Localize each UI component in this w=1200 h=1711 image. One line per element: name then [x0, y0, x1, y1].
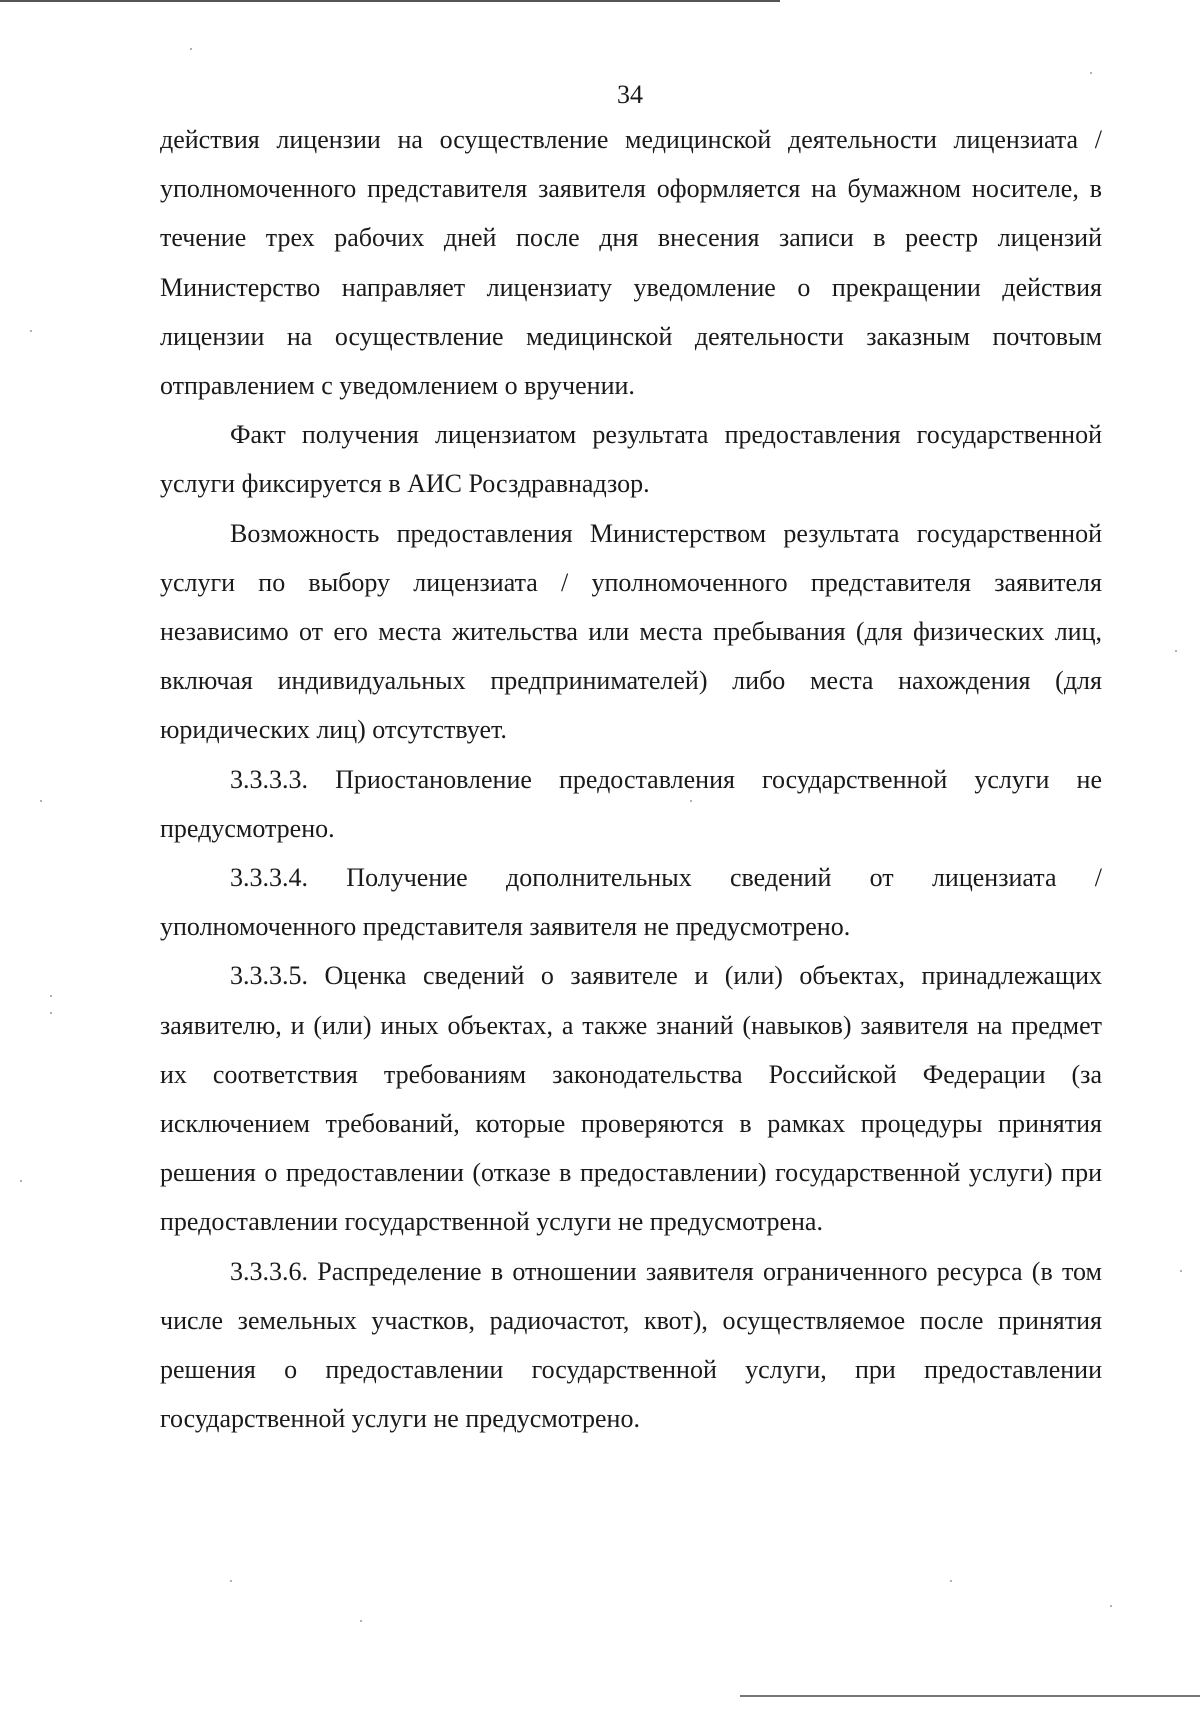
paragraph-continuation: действия лицензии на осуществление медицинской деятельности лицензиата / уполномоченного представителя заявителя оформляется на бумажном носителе, в течение трех рабочих дней после дня внесения записи в реестр лицензий Министерство направляет лицензиату уведомление о прекращении действия лицензии на осуществление медицинской деятельности заказным почтовым отправлением с уведомлением о вручении. [160, 125, 1102, 401]
paragraph-receipt-fact: Факт получения лицензиатом результата предоставления государственной услуги фиксируется в АИС Росздравнадзор. [160, 420, 1102, 499]
paragraph-3-3-3-4: 3.3.3.4. Получение дополнительных сведений от лицензиата / уполномоченного представителя заявителя не предусмотрено. [160, 863, 1102, 942]
scan-bottom-edge [740, 1695, 1200, 1697]
paragraph-3-3-3-6: 3.3.3.6. Распределение в отношении заявителя ограниченного ресурса (в том числе земельных участков, радиочастот, квот), осуществляемое после принятия решения о предоставлении государственной услуги, при предоставлении государственной услуги не предусмотрено. [160, 1256, 1102, 1434]
paragraph-3-3-3-3: 3.3.3.3. Приостановление предоставления государственной услуги не предусмотрено. [160, 764, 1102, 843]
document-body [160, 115, 1102, 1443]
paragraph-extraterritorial: Возможность предоставления Министерством результата государственной услуги по выбору лицензиата / уполномоченного представителя заявителя независимо от его места жительства или места пребывания (для физических лиц, включая индивидуальных предпринимателей) либо места нахождения (для юридических лиц) отсутствует. [160, 518, 1102, 745]
scan-top-edge [0, 0, 780, 2]
page-number: 34 [617, 80, 643, 109]
paragraph-3-3-3-5: 3.3.3.5. Оценка сведений о заявителе и (или) объектах, принадлежащих заявителю, и (или) иных объектах, а также знаний (навыков) заявителя на предмет их соответствия требованиям законодательства Российской Федерации (за исключением требований, которые проверяются в рамках процедуры принятия решения о предоставлении (отказе в предоставлении) государственной услуги) при предоставлении государственной услуги не предусмотрена. [160, 961, 1102, 1237]
